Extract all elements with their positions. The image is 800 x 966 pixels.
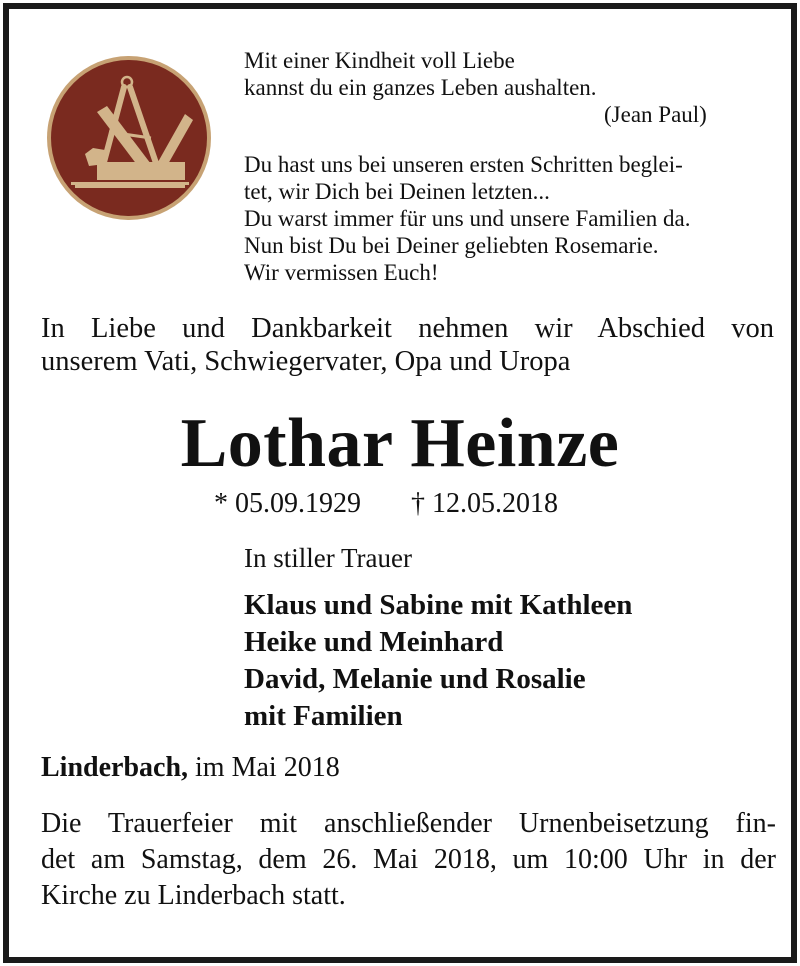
deceased-name: Lothar Heinze <box>180 405 620 482</box>
intro-line: unserem Vati, Schwiegervater, Opa und Uropa <box>41 346 571 377</box>
mourner-line: David, Melanie und Rosalie <box>244 663 586 695</box>
service-info <box>41 806 776 914</box>
death-date: † 12.05.2018 <box>411 488 558 519</box>
service-line: Kirche zu Linderbach statt. <box>41 880 346 911</box>
intro-text <box>41 312 774 378</box>
verse <box>244 151 784 286</box>
quote-line: kannst du ein ganzes Leben aushalten. <box>244 75 597 100</box>
life-dates <box>214 487 558 521</box>
service-line: Die Trauerfeier mit anschließender Urnenbeisetzung fin- <box>41 808 776 839</box>
verse-line: Nun bist Du bei Deiner geliebten Rosemarie. <box>244 233 659 258</box>
verse-line: Wir vermissen Euch! <box>244 260 439 285</box>
place-date: im Mai 2018 <box>188 752 340 783</box>
intro-line: In Liebe und Dankbarkeit nehmen wir Abschied von <box>41 313 774 344</box>
place-and-date <box>41 751 340 785</box>
carpenter-tools-icon <box>45 54 213 222</box>
mourner-line: Heike und Meinhard <box>244 626 504 658</box>
verse-line: Du warst immer für uns und unsere Familien da. <box>244 206 691 231</box>
obituary-notice <box>3 3 797 963</box>
mourning-heading: In stiller Trauer <box>244 543 412 573</box>
mourner-line: mit Familien <box>244 700 403 732</box>
mourner-line: Klaus und Sabine mit Kathleen <box>244 589 633 621</box>
place-town: Linderbach, <box>41 752 189 783</box>
quote <box>244 47 784 128</box>
verse-line: tet, wir Dich bei Deinen letzten... <box>244 179 550 204</box>
quote-attribution: (Jean Paul) <box>604 102 707 127</box>
birth-date: * 05.09.1929 <box>214 488 361 519</box>
service-line: det am Samstag, dem 26. Mai 2018, um 10:00 Uhr in der <box>41 844 776 875</box>
quote-line: Mit einer Kindheit voll Liebe <box>244 48 515 73</box>
mourners-list <box>244 587 632 735</box>
verse-line: Du hast uns bei unseren ersten Schritten beglei- <box>244 152 683 177</box>
